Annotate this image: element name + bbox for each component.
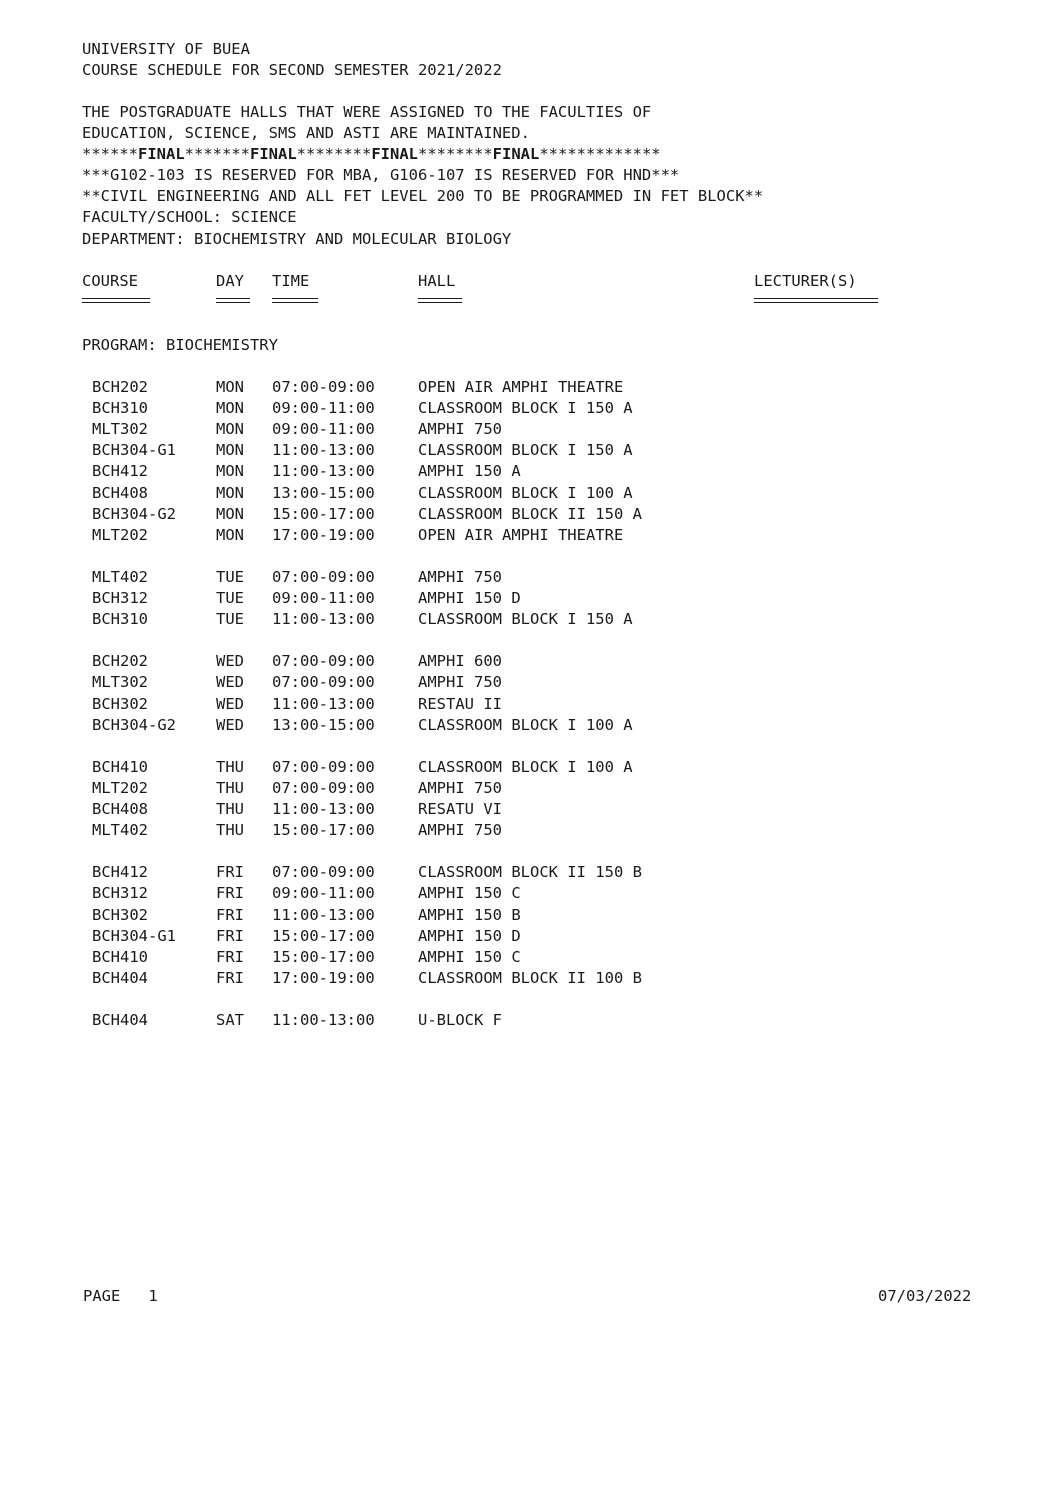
time-cell: 07:00-09:00 (272, 673, 375, 691)
course-cell: BCH410 (92, 758, 148, 776)
hall-cell: CLASSROOM BLOCK II 100 B (418, 969, 642, 987)
time-cell: 11:00-13:00 (272, 906, 375, 924)
hall-cell: OPEN AIR AMPHI THEATRE (418, 526, 624, 544)
page-number: 1 (148, 1287, 158, 1305)
time-cell: 17:00-19:00 (272, 526, 375, 544)
banner-final-word: FINAL (138, 145, 185, 163)
hall-cell: RESATU VI (418, 800, 502, 818)
table-row (0, 694, 1058, 715)
course-cell: BCH408 (92, 484, 148, 502)
hall-cell: CLASSROOM BLOCK I 100 A (418, 716, 633, 734)
time-cell: 07:00-09:00 (272, 652, 375, 670)
day-cell: WED (216, 716, 244, 734)
hall-cell: CLASSROOM BLOCK I 150 A (418, 610, 633, 628)
table-row (0, 672, 1058, 693)
table-row (0, 483, 1058, 504)
time-cell: 13:00-15:00 (272, 716, 375, 734)
time-cell: 13:00-15:00 (272, 484, 375, 502)
time-cell: 11:00-13:00 (272, 610, 375, 628)
course-cell: MLT402 (92, 821, 148, 839)
underline-time (272, 298, 318, 303)
time-cell: 07:00-09:00 (272, 378, 375, 396)
table-row (0, 419, 1058, 440)
course-cell: BCH412 (92, 863, 148, 881)
day-cell: MON (216, 505, 244, 523)
table-row (0, 567, 1058, 588)
time-cell: 09:00-11:00 (272, 589, 375, 607)
course-cell: BCH408 (92, 800, 148, 818)
time-cell: 15:00-17:00 (272, 505, 375, 523)
banner-stars: ******* (184, 145, 250, 163)
day-cell: FRI (216, 948, 244, 966)
table-row (0, 588, 1058, 609)
course-cell: BCH310 (92, 610, 148, 628)
banner-final-word: FINAL (250, 145, 297, 163)
column-header-row (0, 271, 1058, 292)
time-cell: 07:00-09:00 (272, 779, 375, 797)
column-header-day: DAY (216, 272, 244, 290)
course-cell: MLT202 (92, 526, 148, 544)
table-row (0, 926, 1058, 947)
hall-cell: CLASSROOM BLOCK II 150 A (418, 505, 642, 523)
course-cell: BCH412 (92, 462, 148, 480)
course-cell: BCH304-G2 (92, 505, 176, 523)
day-cell: FRI (216, 906, 244, 924)
hall-cell: OPEN AIR AMPHI THEATRE (418, 378, 624, 396)
final-banner (82, 144, 661, 165)
faculty-label: FACULTY/SCHOOL: SCIENCE (82, 208, 297, 226)
day-cell: FRI (216, 884, 244, 902)
banner-stars: ******** (418, 145, 493, 163)
hall-cell: AMPHI 750 (418, 779, 502, 797)
hall-cell: AMPHI 750 (418, 568, 502, 586)
department-label: DEPARTMENT: BIOCHEMISTRY AND MOLECULAR BIOLOGY (82, 230, 512, 248)
column-header-lecturer: LECTURER(S) (754, 272, 857, 290)
table-row (0, 504, 1058, 525)
day-cell: WED (216, 673, 244, 691)
table-row (0, 862, 1058, 883)
time-cell: 17:00-19:00 (272, 969, 375, 987)
time-cell: 15:00-17:00 (272, 948, 375, 966)
time-cell: 07:00-09:00 (272, 758, 375, 776)
course-cell: BCH304-G1 (92, 927, 176, 945)
day-cell: FRI (216, 863, 244, 881)
day-cell: TUE (216, 610, 244, 628)
table-row (0, 461, 1058, 482)
course-cell: BCH404 (92, 969, 148, 987)
page-label: PAGE (83, 1287, 121, 1305)
day-cell: THU (216, 800, 244, 818)
banner-stars: ******** (296, 145, 372, 163)
time-cell: 09:00-11:00 (272, 884, 375, 902)
civil-engineering-note: **CIVIL ENGINEERING AND ALL FET LEVEL 200 TO BE PROGRAMMED IN FET BLOCK** (82, 187, 764, 205)
day-cell: THU (216, 821, 244, 839)
course-cell: BCH202 (92, 652, 148, 670)
underline-hall (418, 298, 462, 303)
hall-cell: AMPHI 150 D (418, 589, 521, 607)
table-row (0, 883, 1058, 904)
day-cell: TUE (216, 568, 244, 586)
underline-day (216, 298, 250, 303)
hall-cell: CLASSROOM BLOCK II 150 B (418, 863, 642, 881)
day-cell: MON (216, 526, 244, 544)
column-header-time: TIME (272, 272, 310, 290)
table-row (0, 525, 1058, 546)
reserved-note: ***G102-103 IS RESERVED FOR MBA, G106-107 IS RESERVED FOR HND*** (82, 166, 680, 184)
table-row (0, 609, 1058, 630)
program-label: PROGRAM: BIOCHEMISTRY (82, 336, 278, 354)
banner-stars: ****** (82, 145, 138, 163)
day-cell: SAT (216, 1011, 244, 1029)
day-cell: THU (216, 779, 244, 797)
course-cell: BCH304-G1 (92, 441, 176, 459)
day-cell: THU (216, 758, 244, 776)
print-date: 07/03/2022 (878, 1287, 972, 1305)
time-cell: 11:00-13:00 (272, 441, 375, 459)
time-cell: 15:00-17:00 (272, 927, 375, 945)
course-cell: BCH202 (92, 378, 148, 396)
hall-cell: CLASSROOM BLOCK I 150 A (418, 441, 633, 459)
day-cell: MON (216, 462, 244, 480)
hall-cell: AMPHI 600 (418, 652, 502, 670)
course-cell: BCH302 (92, 695, 148, 713)
course-cell: BCH404 (92, 1011, 148, 1029)
hall-cell: AMPHI 750 (418, 673, 502, 691)
table-row (0, 905, 1058, 926)
table-row (0, 715, 1058, 736)
table-row (0, 778, 1058, 799)
table-row (0, 398, 1058, 419)
day-cell: MON (216, 399, 244, 417)
time-cell: 09:00-11:00 (272, 420, 375, 438)
table-row (0, 799, 1058, 820)
table-row (0, 651, 1058, 672)
time-cell: 11:00-13:00 (272, 695, 375, 713)
time-cell: 09:00-11:00 (272, 399, 375, 417)
table-row (0, 440, 1058, 461)
table-row (0, 377, 1058, 398)
hall-cell: AMPHI 750 (418, 821, 502, 839)
day-cell: WED (216, 695, 244, 713)
schedule-title: COURSE SCHEDULE FOR SECOND SEMESTER 2021/2022 (82, 61, 502, 79)
hall-cell: AMPHI 150 D (418, 927, 521, 945)
banner-stars: ************* (539, 145, 661, 163)
hall-cell: AMPHI 150 B (418, 906, 521, 924)
underline-course (82, 298, 150, 303)
hall-cell: U-BLOCK F (418, 1011, 502, 1029)
course-cell: BCH304-G2 (92, 716, 176, 734)
hall-cell: RESTAU II (418, 695, 502, 713)
hall-cell: CLASSROOM BLOCK I 100 A (418, 758, 633, 776)
banner-final-word: FINAL (371, 145, 418, 163)
column-header-hall: HALL (418, 272, 456, 290)
hall-cell: AMPHI 750 (418, 420, 502, 438)
day-cell: WED (216, 652, 244, 670)
banner-final-word: FINAL (492, 145, 540, 163)
course-cell: BCH410 (92, 948, 148, 966)
hall-cell: CLASSROOM BLOCK I 100 A (418, 484, 633, 502)
course-cell: MLT302 (92, 673, 148, 691)
column-header-course: COURSE (82, 272, 138, 290)
time-cell: 15:00-17:00 (272, 821, 375, 839)
table-row (0, 1010, 1058, 1031)
day-cell: MON (216, 484, 244, 502)
day-cell: FRI (216, 927, 244, 945)
table-row (0, 968, 1058, 989)
page-indicator (83, 1286, 158, 1307)
hall-cell: AMPHI 150 C (418, 884, 521, 902)
table-row (0, 757, 1058, 778)
day-cell: MON (216, 378, 244, 396)
course-cell: MLT202 (92, 779, 148, 797)
notice-line-1: THE POSTGRADUATE HALLS THAT WERE ASSIGNED TO THE FACULTIES OF (82, 103, 652, 121)
column-header-underlines (0, 293, 1058, 307)
university-name: UNIVERSITY OF BUEA (82, 40, 250, 58)
hall-cell: CLASSROOM BLOCK I 150 A (418, 399, 633, 417)
day-cell: MON (216, 420, 244, 438)
time-cell: 07:00-09:00 (272, 863, 375, 881)
underline-lecturer (754, 298, 878, 303)
time-cell: 11:00-13:00 (272, 1011, 375, 1029)
course-cell: BCH312 (92, 589, 148, 607)
table-row (0, 820, 1058, 841)
notice-line-2: EDUCATION, SCIENCE, SMS AND ASTI ARE MAINTAINED. (82, 124, 530, 142)
day-cell: TUE (216, 589, 244, 607)
time-cell: 11:00-13:00 (272, 462, 375, 480)
time-cell: 07:00-09:00 (272, 568, 375, 586)
course-cell: MLT302 (92, 420, 148, 438)
hall-cell: AMPHI 150 A (418, 462, 521, 480)
course-cell: MLT402 (92, 568, 148, 586)
hall-cell: AMPHI 150 C (418, 948, 521, 966)
course-cell: BCH310 (92, 399, 148, 417)
course-cell: BCH312 (92, 884, 148, 902)
day-cell: MON (216, 441, 244, 459)
course-cell: BCH302 (92, 906, 148, 924)
time-cell: 11:00-13:00 (272, 800, 375, 818)
table-row (0, 947, 1058, 968)
day-cell: FRI (216, 969, 244, 987)
